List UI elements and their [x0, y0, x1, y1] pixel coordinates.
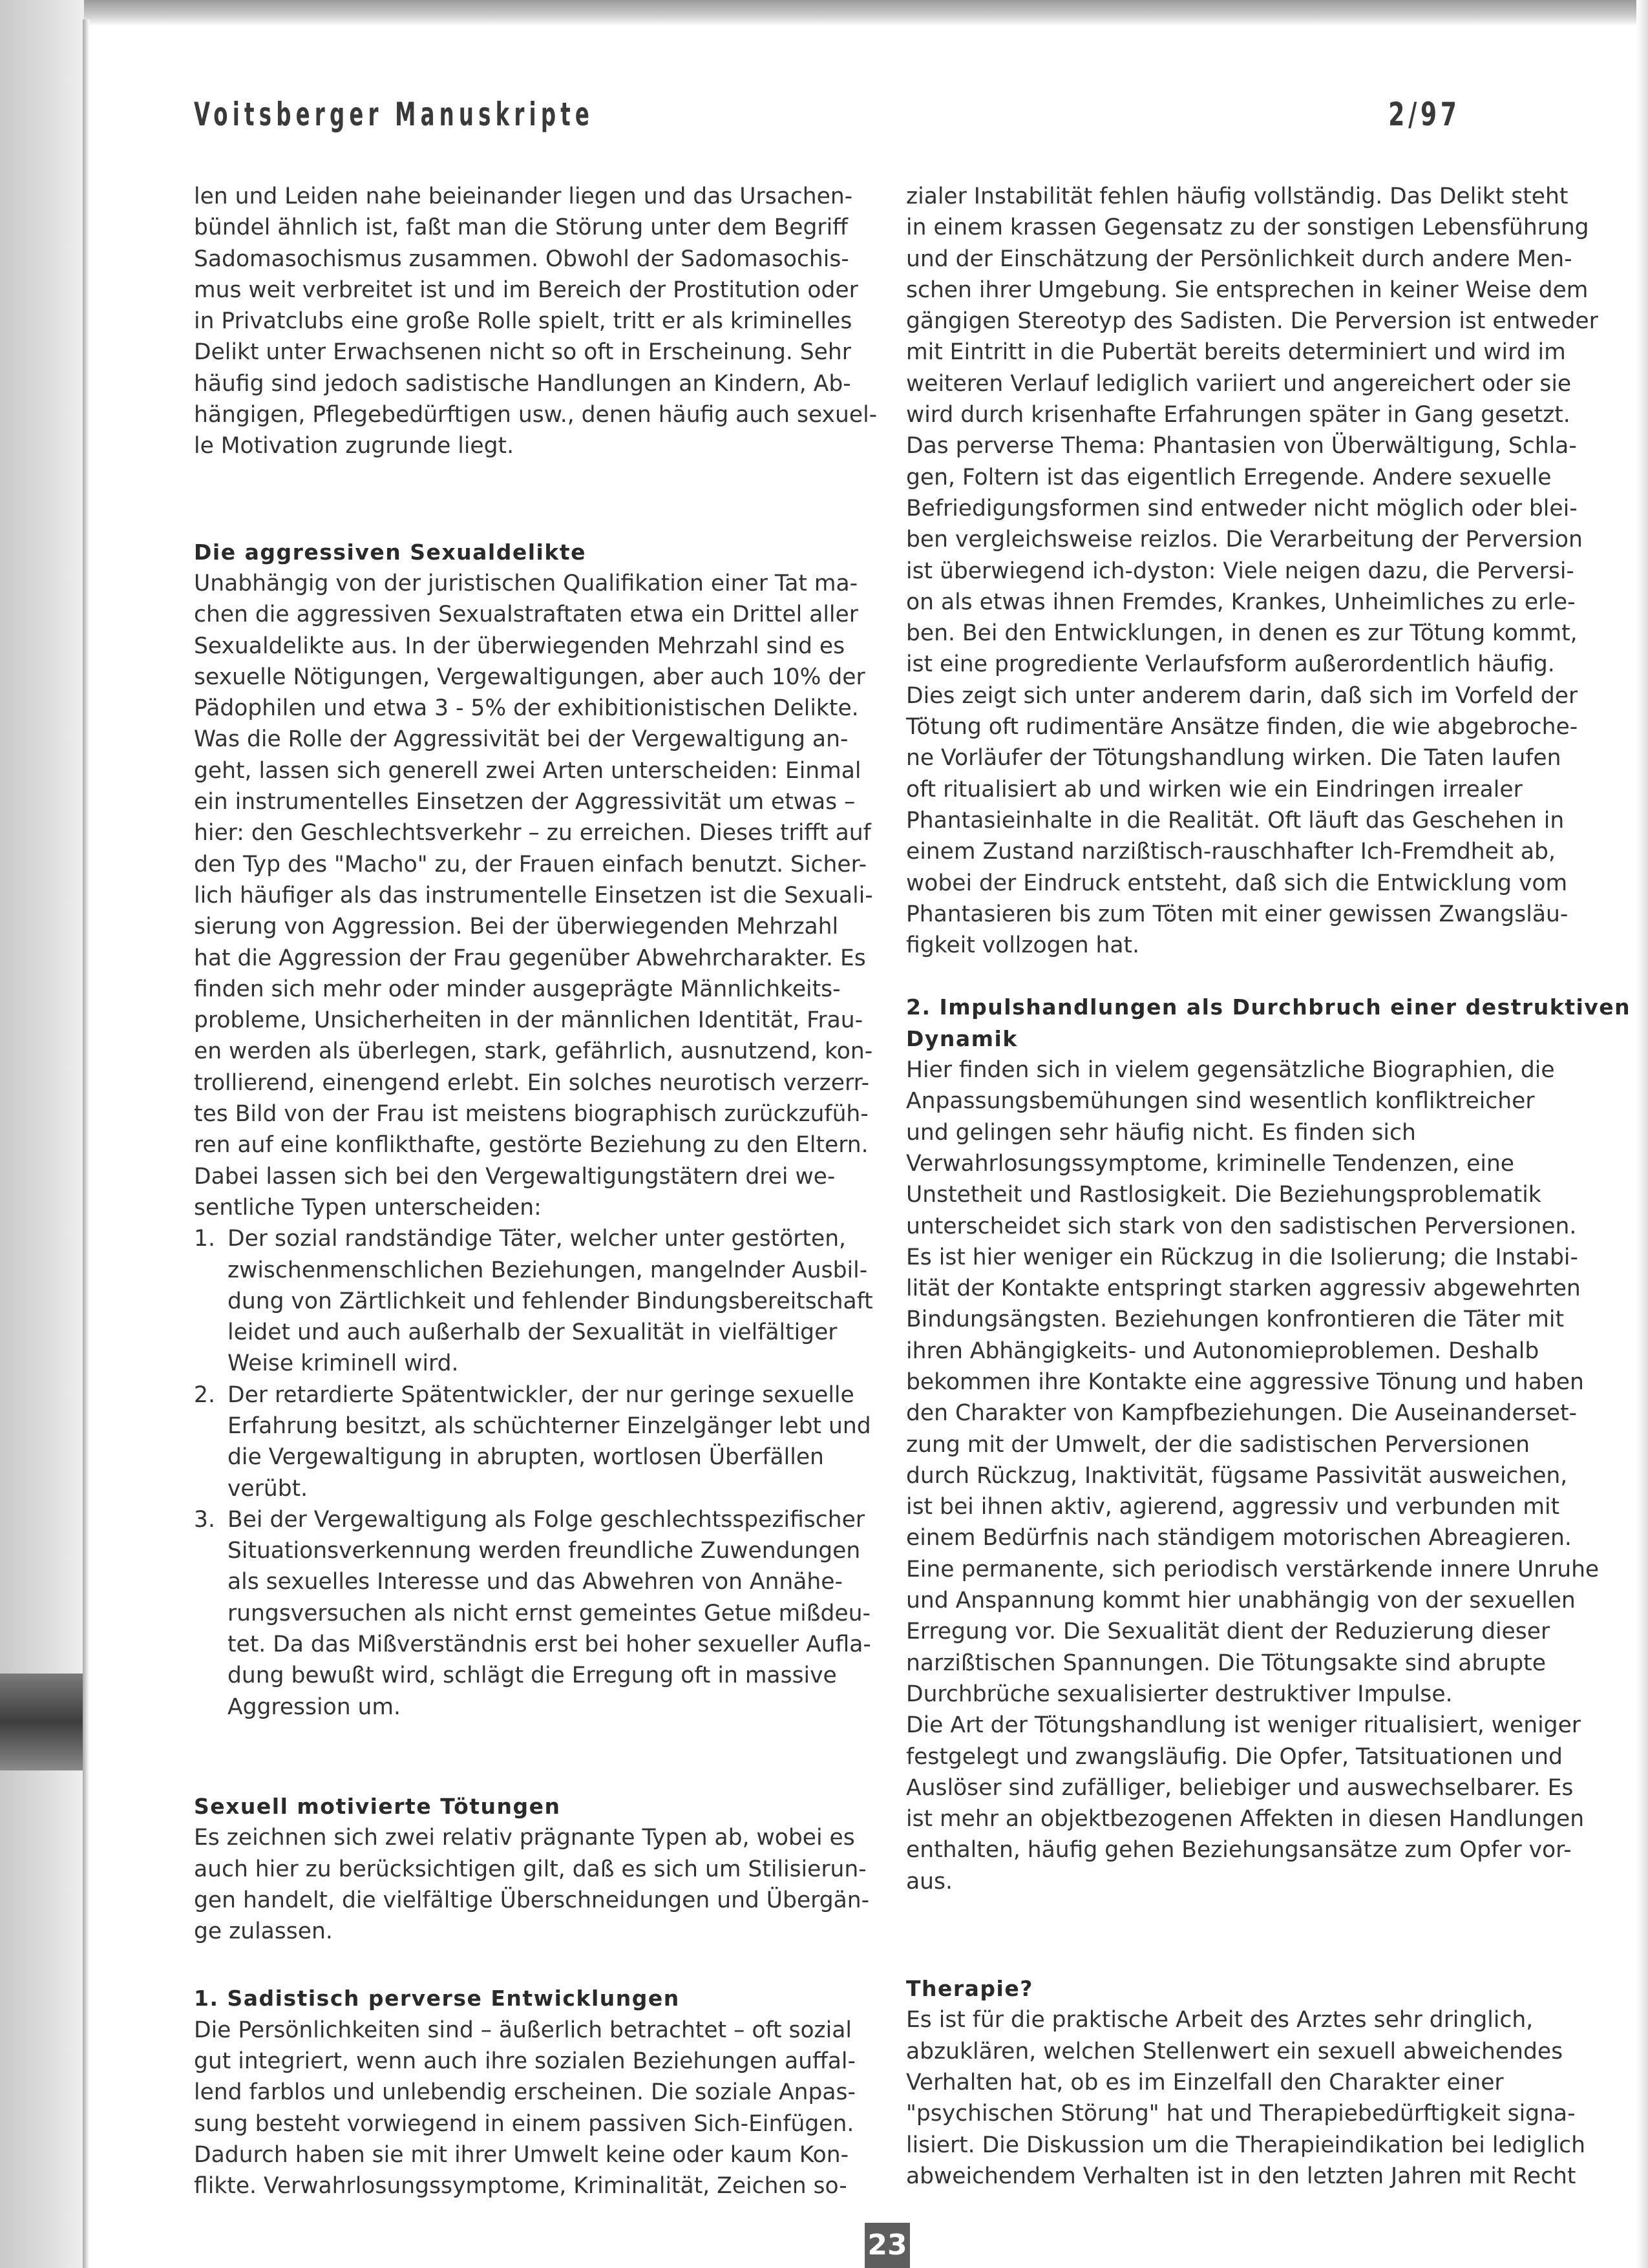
- text-line: sentliche Typen unterscheiden:: [194, 1194, 542, 1221]
- text-line: len und Leiden nahe beieinander liegen und das Ursachen-: [194, 184, 853, 209]
- text-line: einem Zustand narzißtisch-rauschhafter Ich-Fremdheit ab,: [906, 839, 1556, 865]
- text-line: abweichendem Verhalten ist in den letzten Jahren mit Recht: [906, 2163, 1576, 2189]
- text-line: auch hier zu berücksichtigen gilt, daß es sich um Stilisierun-: [194, 1856, 867, 1882]
- list-number: 1.: [194, 1226, 215, 1252]
- sadistic-paragraph: [194, 2015, 856, 2202]
- text-line: Erregung vor. Die Sexualität dient der Reduzierung dieser: [906, 1619, 1550, 1645]
- text-line: figkeit vollzogen hat.: [906, 932, 1140, 959]
- text-line: ist eine progrediente Verlaufsform außerordentlich häufig.: [906, 651, 1555, 678]
- text-line: gen, Foltern ist das eigentlich Erregende. Andere sexuelle: [906, 464, 1552, 490]
- text-line: mit Eintritt in die Pubertät bereits determiniert und wird im: [906, 339, 1566, 366]
- text-line: Es ist hier weniger ein Rückzug in die Isolierung; die Instabi-: [906, 1244, 1578, 1270]
- spacer: [906, 1897, 1565, 1959]
- text-line: le Motivation zugrunde liegt.: [194, 433, 514, 459]
- therapy-paragraph: [906, 2004, 1586, 2192]
- text-line: tes Bild von der Frau ist meistens biographisch zurückzufüh-: [194, 1101, 869, 1128]
- text-line: hängigen, Pflegebedürftigen usw., denen häufig auch sexuel-: [194, 402, 878, 428]
- text-line: gen handelt, die vielfältige Überschneidungen und Übergän-: [194, 1887, 870, 1913]
- text-line: Dies zeigt sich unter anderem darin, daß sich im Vorfeld der: [906, 682, 1578, 709]
- impulse-paragraph: [906, 1055, 1600, 1897]
- list-line: dung von Zärtlichkeit und fehlender Bindungsbereitschaft: [227, 1288, 873, 1314]
- list-line: als sexuelles Interesse und das Abwehren von Annähe-: [227, 1569, 843, 1595]
- section-heading-sadistic: 1. Sadistisch perverse Entwicklungen: [194, 1986, 680, 2011]
- text-line: mus weit verbreitet ist und im Bereich der Prostitution oder: [194, 277, 858, 303]
- text-line: zialer Instabilität fehlen häufig vollständig. Das Delikt steht: [906, 184, 1569, 209]
- list-item: [194, 1504, 871, 1723]
- section-heading-therapy: Therapie?: [906, 1976, 1033, 2002]
- section-heading-impulse: 2. Impulshandlungen als Durchbruch einer destruktiven: [906, 994, 1631, 1020]
- text-line: Delikt unter Erwachsenen nicht so oft in Erscheinung. Sehr: [194, 339, 851, 366]
- scan-left-shadow: [0, 0, 84, 2268]
- list-line: rungsversuchen als nicht ernst gemeintes Getue mißdeu-: [227, 1600, 871, 1626]
- text-line: sierung von Aggression. Bei der überwiegenden Mehrzahl: [194, 914, 839, 940]
- text-line: oft ritualisiert ab und wirken wie ein Eindringen irrealer: [906, 776, 1523, 803]
- text-line: ne Vorläufer der Tötungshandlung wirken. Die Taten laufen: [906, 745, 1561, 772]
- list-text: Der retardierte Spätentwickler, der nur geringe sexuelle: [227, 1381, 854, 1408]
- text-line: en werden als überlegen, stark, gefährlich, ausnutzend, kon-: [194, 1038, 873, 1065]
- text-line: Bindungsängsten. Beziehungen konfrontieren die Täter mit: [906, 1307, 1565, 1333]
- text-line: Verhalten hat, ob es im Einzelfall den Charakter einer: [906, 2069, 1504, 2095]
- text-line: Tötung oft rudimentäre Ansätze finden, die wie abgebroche-: [906, 714, 1578, 740]
- text-line: Verwahrlosungssymptome, kriminelle Tendenzen, eine: [906, 1150, 1515, 1177]
- scan-top-shadow: [0, 0, 1648, 26]
- section-heading-aggressive: Die aggressiven Sexualdelikte: [194, 539, 586, 565]
- text-line: ihren Abhängigkeits- und Autonomieproblemen. Deshalb: [906, 1338, 1539, 1364]
- text-line: ge zulassen.: [194, 1918, 333, 1945]
- running-header: [194, 96, 1461, 137]
- text-line: schen ihrer Umgebung. Sie entsprechen in keiner Weise dem: [906, 277, 1589, 303]
- text-line: geht, lassen sich generell zwei Arten unterscheiden: Einmal: [194, 757, 861, 784]
- text-line: unterscheidet sich stark von den sadistischen Perversionen.: [906, 1213, 1577, 1239]
- text-line: in einem krassen Gegensatz zu der sonstigen Lebensführung: [906, 215, 1589, 241]
- issue-number: 2/97: [1388, 96, 1461, 133]
- list-line: zwischenmenschlichen Beziehungen, mangelnder Ausbil-: [227, 1257, 868, 1283]
- page-edge: [83, 19, 89, 2268]
- list-line: dung bewußt wird, schlägt die Erregung oft in massive: [227, 1663, 837, 1689]
- text-line: und gelingen sehr häufig nicht. Es finden sich: [906, 1119, 1416, 1146]
- text-line: Hier finden sich in vielem gegensätzliche Biographien, die: [906, 1057, 1555, 1084]
- text-line: probleme, Unsicherheiten in der männlichen Identität, Frau-: [194, 1007, 863, 1034]
- offender-type-list: [194, 1223, 873, 1723]
- text-line: hier: den Geschlechtsverkehr – zu erreichen. Dieses trifft auf: [194, 820, 871, 846]
- text-line: Anpassungsbemühungen sind wesentlich konfliktreicher: [906, 1088, 1535, 1115]
- text-line: Es ist für die praktische Arbeit des Arztes sehr dringlich,: [906, 2007, 1534, 2033]
- text-line: weiteren Verlauf lediglich variiert und angereichert oder sie: [906, 370, 1572, 397]
- text-line: lend farblos und unlebendig erscheinen. Die soziale Anpas-: [194, 2079, 856, 2106]
- spacer: [194, 462, 840, 524]
- text-line: aus.: [906, 1868, 953, 1895]
- text-line: bekommen ihre Kontakte eine aggressive Tönung und haben: [906, 1369, 1584, 1395]
- text-line: bündel ähnlich ist, faßt man die Störung unter dem Begriff: [194, 215, 848, 241]
- list-line: leidet und auch außerhalb der Sexualität in vielfältiger: [227, 1319, 838, 1346]
- text-line: Die Persönlichkeiten sind – äußerlich betrachtet – oft sozial: [194, 2017, 852, 2043]
- list-item: [194, 1380, 871, 1504]
- text-line: einem Bedürfnis nach ständigem motorischen Abreagieren.: [906, 1525, 1572, 1551]
- text-line: Phantasieinhalte in die Realität. Oft läuft das Geschehen in: [906, 807, 1565, 834]
- text-line: Auslöser sind zufälliger, beliebiger und auswechselbarer. Es: [906, 1774, 1574, 1801]
- text-line: sung besteht vorwiegend in einem passiven Sich-Einfügen.: [194, 2110, 854, 2137]
- text-line: "psychischen Störung" hat und Therapiebedürftigkeit signa-: [906, 2101, 1576, 2127]
- text-line: Was die Rolle der Aggressivität bei der Vergewaltigung an-: [194, 726, 849, 753]
- text-line: abzuklären, welchen Stellenwert ein sexuell abweichendes: [906, 2038, 1563, 2064]
- page-number: 23: [865, 2223, 910, 2268]
- text-line: Unstetheit und Rastlosigkeit. Die Beziehungsproblematik: [906, 1182, 1541, 1208]
- spacer: [194, 1947, 840, 1978]
- text-line: festgelegt und zwangsläufig. Die Opfer, Tatsituationen und: [906, 1743, 1563, 1770]
- text-line: den Typ des "Macho" zu, der Frauen einfach benutzt. Sicher-: [194, 851, 867, 877]
- text-line: häufig sind jedoch sadistische Handlungen an Kindern, Ab-: [194, 370, 851, 397]
- text-line: ben. Bei den Entwicklungen, in denen es zur Tötung kommt,: [906, 620, 1578, 647]
- text-line: sexuelle Nötigungen, Vergewaltigungen, aber auch 10% der: [194, 664, 865, 690]
- text-line: Pädophilen und etwa 3 - 5% der exhibitionistischen Delikte.: [194, 695, 859, 722]
- text-line: lität der Kontakte entspringt starken aggressiv abgewehrten: [906, 1276, 1581, 1302]
- list-line: die Vergewaltigung in abrupten, wortlosen Überfällen: [227, 1444, 824, 1471]
- text-line: ist bei ihnen aktiv, agierend, aggressiv und verbunden mit: [906, 1494, 1560, 1520]
- text-line: Dabei lassen sich bei den Vergewaltigungstätern drei we-: [194, 1163, 836, 1190]
- text-line: lich häufiger als das instrumentelle Einsetzen ist die Sexuali-: [194, 882, 873, 908]
- text-line: gut integriert, wenn auch ihre sozialen Beziehungen auffal-: [194, 2048, 856, 2075]
- text-line: Durchbrüche sexualisierter destruktiver Impulse.: [906, 1681, 1453, 1707]
- text-line: ist überwiegend ich-dyston: Viele neigen dazu, die Perversi-: [906, 558, 1574, 584]
- text-line: den Charakter von Kampfbeziehungen. Die Auseinanderset-: [906, 1400, 1577, 1427]
- text-line: Sexualdelikte aus. In der überwiegenden Mehrzahl sind es: [194, 633, 845, 659]
- text-line: und Anspannung kommt hier unabhängig von der sexuellen: [906, 1588, 1576, 1614]
- text-line: ren auf eine konflikthafte, gestörte Beziehung zu den Eltern.: [194, 1132, 869, 1159]
- spacer: [194, 1723, 840, 1785]
- text-line: ist mehr an objektbezogenen Affekten in diesen Handlungen: [906, 1806, 1585, 1832]
- list-line: Aggression um.: [227, 1694, 401, 1720]
- section-heading-impulse-continued: Dynamik: [906, 1025, 1018, 1051]
- text-line: finden sich mehr oder minder ausgeprägte Männlichkeits-: [194, 976, 841, 1002]
- text-line: durch Rückzug, Inaktivität, fügsame Passivität ausweichen,: [906, 1462, 1568, 1489]
- list-line: verübt.: [227, 1475, 308, 1502]
- continuation-paragraph: [906, 181, 1598, 961]
- text-line: Unabhängig von der juristischen Qualifikation einer Tat ma-: [194, 570, 858, 596]
- text-line: hat die Aggression der Frau gegenüber Abwehrcharakter. Es: [194, 945, 866, 971]
- list-item: [194, 1223, 873, 1379]
- intro-paragraph: [194, 181, 878, 462]
- list-text: Bei der Vergewaltigung als Folge geschlechtsspezifischer: [227, 1506, 865, 1533]
- list-text: Der sozial randständige Täter, welcher unter gestörten,: [227, 1226, 847, 1252]
- text-line: ben vergleichsweise reizlos. Die Verarbeitung der Perversion: [906, 527, 1583, 553]
- killings-paragraph: [194, 1822, 870, 1947]
- scan-clip-mark: [0, 1674, 83, 1770]
- text-line: ein instrumentelles Einsetzen der Aggressivität um etwas –: [194, 789, 856, 815]
- text-line: gängigen Stereotyp des Sadisten. Die Perversion ist entweder: [906, 308, 1598, 335]
- text-line: Es zeichnen sich zwei relativ prägnante Typen ab, wobei es: [194, 1825, 855, 1851]
- section-heading-killings: Sexuell motivierte Tötungen: [194, 1793, 561, 1819]
- text-line: in Privatclubs eine große Rolle spielt, tritt er als kriminelles: [194, 308, 852, 335]
- left-column: [194, 181, 878, 2202]
- list-number: 2.: [194, 1381, 215, 1408]
- text-line: lisiert. Die Diskussion um die Therapieindikation bei lediglich: [906, 2132, 1586, 2158]
- text-line: Dadurch haben sie mit ihrer Umwelt keine oder kaum Kon-: [194, 2141, 849, 2168]
- list-line: [194, 1223, 847, 1254]
- aggressive-paragraph: [194, 568, 873, 1223]
- spacer: [906, 961, 1565, 992]
- list-line: Erfahrung besitzt, als schüchterner Einzelgänger lebt und: [227, 1412, 871, 1439]
- text-line: Sadomasochismus zusammen. Obwohl der Sadomasochis-: [194, 246, 849, 272]
- text-line: trollierend, einengend erlebt. Ein solches neurotisch verzerr-: [194, 1069, 870, 1096]
- list-line: Situationsverkennung werden freundliche Zuwendungen: [227, 1538, 861, 1564]
- text-line: und der Einschätzung der Persönlichkeit durch andere Men-: [906, 246, 1572, 272]
- text-line: Befriedigungsformen sind entweder nicht möglich oder blei-: [906, 495, 1578, 521]
- text-line: Eine permanente, sich periodisch verstärkende innere Unruhe: [906, 1556, 1600, 1582]
- text-line: chen die aggressiven Sexualstraftaten etwa ein Drittel aller: [194, 602, 858, 628]
- list-line: [194, 1504, 865, 1535]
- text-line: zung mit der Umwelt, der die sadistischen Perversionen: [906, 1431, 1530, 1458]
- text-line: enthalten, häufig gehen Beziehungsansätze zum Opfer vor-: [906, 1837, 1572, 1864]
- right-column: [906, 181, 1631, 2192]
- scan-right-edge: [1636, 0, 1648, 2268]
- list-line: [194, 1380, 854, 1411]
- text-line: Die Art der Tötungshandlung ist weniger ritualisiert, weniger: [906, 1712, 1581, 1739]
- list-line: Weise kriminell wird.: [227, 1350, 459, 1377]
- text-line: Das perverse Thema: Phantasien von Überwältigung, Schla-: [906, 433, 1577, 459]
- text-line: wird durch krisenhafte Erfahrungen später in Gang gesetzt.: [906, 402, 1570, 428]
- list-number: 3.: [194, 1506, 215, 1533]
- text-line: Phantasieren bis zum Töten mit einer gewissen Zwangsläu-: [906, 901, 1569, 927]
- text-line: on als etwas ihnen Fremdes, Krankes, Unheimliches zu erle-: [906, 589, 1576, 615]
- text-line: wobei der Eindruck entsteht, daß sich die Entwicklung vom: [906, 870, 1568, 896]
- text-line: flikte. Verwahrlosungssymptome, Kriminalität, Zeichen so-: [194, 2173, 847, 2200]
- journal-title: Voitsberger Manuskripte: [194, 96, 595, 133]
- text-line: narzißtischen Spannungen. Die Tötungsakte sind abrupte: [906, 1650, 1546, 1676]
- list-line: tet. Da das Mißverständnis erst bei hoher sexueller Aufla-: [227, 1632, 871, 1658]
